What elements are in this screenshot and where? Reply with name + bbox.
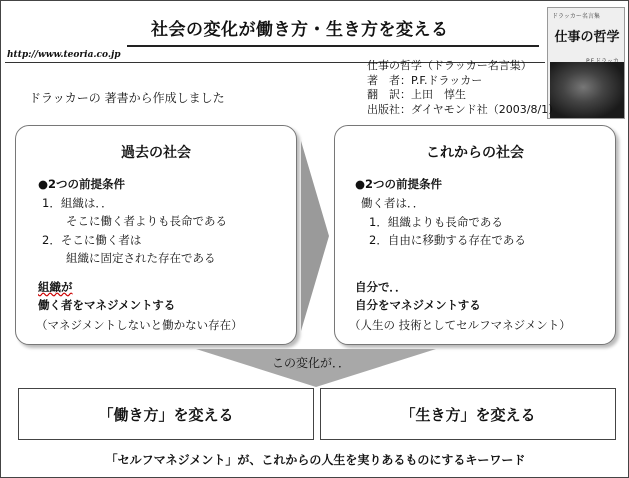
- past-conclusion-1: 組織が: [38, 280, 73, 294]
- book-translator-line: 翻 訳：上田 惇生: [367, 88, 466, 101]
- future-premise-1: 1．組織よりも長命である: [369, 215, 503, 229]
- book-info: [367, 59, 559, 117]
- future-society-title: これからの社会: [426, 145, 524, 161]
- cover-title: 仕事の哲学: [554, 30, 620, 45]
- work-style-box: 「働き方」を変える: [18, 388, 314, 440]
- cover-series-label: ドラッカー名言集: [552, 13, 600, 20]
- future-conclusion-1: 自分で．．: [355, 280, 407, 294]
- book-publisher-line: 出版社：ダイヤモンド社（2003/8/1）: [367, 102, 560, 116]
- keyword-statement: 「セルフマネジメント」が、これからの人生を実りあるものにするキーワード: [105, 453, 526, 467]
- past-premise-2b: 組織に固定された存在である: [66, 251, 216, 265]
- past-premise-1a: 1．組織は．．: [42, 196, 113, 210]
- past-premise-2a: 2．そこに働く者は: [42, 233, 142, 247]
- future-premise-intro: 働く者は．．: [361, 196, 425, 210]
- author-portrait: [550, 62, 624, 118]
- past-society-title: 過去の社会: [121, 145, 191, 161]
- future-conclusion-2: 自分をマネジメントする: [355, 298, 481, 312]
- change-text: この変化が．．: [272, 356, 351, 370]
- book-title-line: 仕事の哲学（ドラッカー名言集）: [367, 59, 532, 72]
- past-premise-heading: ●2つの前提条件: [38, 177, 126, 191]
- website-url: http://www.teoria.co.jp: [7, 50, 121, 60]
- title-underline: [127, 45, 539, 47]
- future-premise-heading: ●2つの前提条件: [355, 177, 443, 191]
- past-conclusion-2: 働く者をマネジメントする: [38, 298, 176, 312]
- book-author-line: 著 者：P.F.ドラッカー: [367, 73, 483, 87]
- transition-arrow-icon: [301, 141, 329, 331]
- future-premise-2: 2．自由に移動する存在である: [369, 233, 526, 247]
- life-style-box: 「生き方」を変える: [320, 388, 616, 440]
- source-caption: ドラッカーの 著書から作成しました: [29, 91, 225, 105]
- page-title: 社会の変化が働き方・生き方を変える: [151, 20, 449, 40]
- past-note: （マネジメントしないと働かない存在）: [36, 318, 243, 332]
- past-society-panel: [15, 125, 297, 345]
- future-society-panel: [334, 125, 616, 345]
- future-note: （人生の 技術としてセルフマネジメント）: [349, 318, 571, 332]
- past-premise-1b: そこに働く者よりも長命である: [66, 214, 227, 228]
